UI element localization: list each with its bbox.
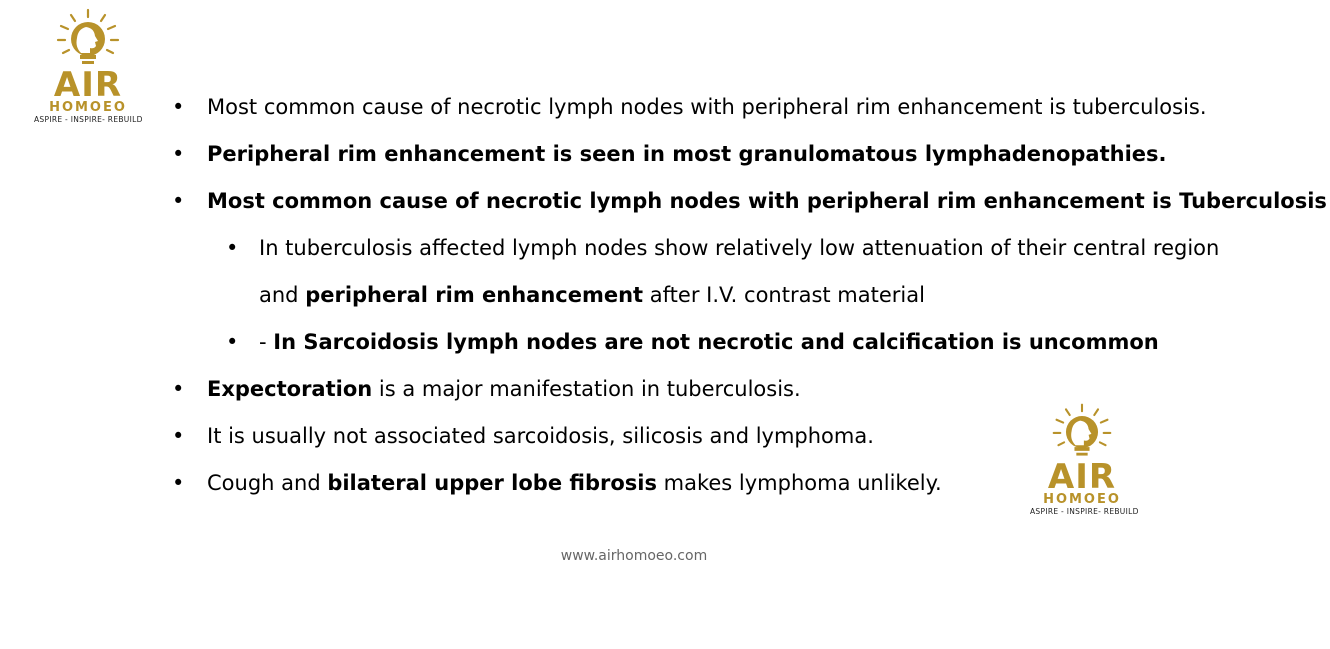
logo-tagline: ASPIRE - INSPIRE- REBUILD (34, 115, 143, 124)
air-homoeo-logo-secondary (1030, 402, 1139, 517)
footer-url: www.airhomoeo.com (560, 548, 708, 564)
text: Most common cause of necrotic lymph nodes with peripheral rim enhancement is tuberculosis. (207, 95, 1207, 119)
bullet-icon: • (172, 471, 185, 495)
bullet-icon: • (172, 424, 185, 448)
bullet-icon: • (226, 330, 239, 354)
text: - (259, 330, 274, 354)
bullet-icon: • (172, 189, 185, 213)
text: after I.V. contrast material (643, 283, 925, 307)
air-homoeo-logo (34, 8, 142, 125)
bulb-head-icon (53, 8, 123, 70)
bullet-item (172, 225, 1302, 272)
bullet-icon: • (172, 377, 185, 401)
bullet-item (172, 272, 1302, 319)
bullet-item (172, 319, 1302, 366)
logo-name-secondary: AIR (1047, 457, 1117, 497)
text: In tuberculosis affected lymph nodes show relatively low attenuation of their central region (259, 236, 1220, 260)
bullet-icon: • (226, 236, 239, 260)
text: makes lymphoma unlikely. (656, 471, 942, 495)
text: and (259, 283, 306, 307)
bullet-item (172, 84, 1302, 131)
text: It is usually not associated sarcoidosis, silicosis and lymphoma. (207, 424, 874, 448)
text: is a major manifestation in tuberculosis. (372, 377, 801, 401)
logo-tagline-secondary: ASPIRE - INSPIRE- REBUILD (1030, 507, 1139, 516)
bold-text: bilateral upper lobe fibrosis (327, 471, 657, 495)
logo-sub: HOMOEO (49, 100, 127, 115)
bulb-head-icon (1049, 402, 1115, 462)
bullet-item (172, 131, 1302, 178)
bullet-icon: • (172, 95, 185, 119)
bold-text: peripheral rim enhancement (305, 283, 644, 307)
bullet-icon: • (172, 142, 185, 166)
bold-text: Peripheral rim enhancement is seen in most granulomatous lymphadenopathies. (207, 142, 1167, 166)
bold-text: In Sarcoidosis lymph nodes are not necrotic and calcification is uncommon (273, 330, 1159, 354)
bullet-item (172, 178, 1327, 225)
bold-text: Most common cause of necrotic lymph nodes with peripheral rim enhancement is Tuberculosis (207, 189, 1327, 213)
text: Cough and (207, 471, 328, 495)
logo-sub-secondary: HOMOEO (1043, 492, 1121, 507)
bold-text: Expectoration (207, 377, 373, 401)
logo-name: AIR (53, 65, 123, 105)
